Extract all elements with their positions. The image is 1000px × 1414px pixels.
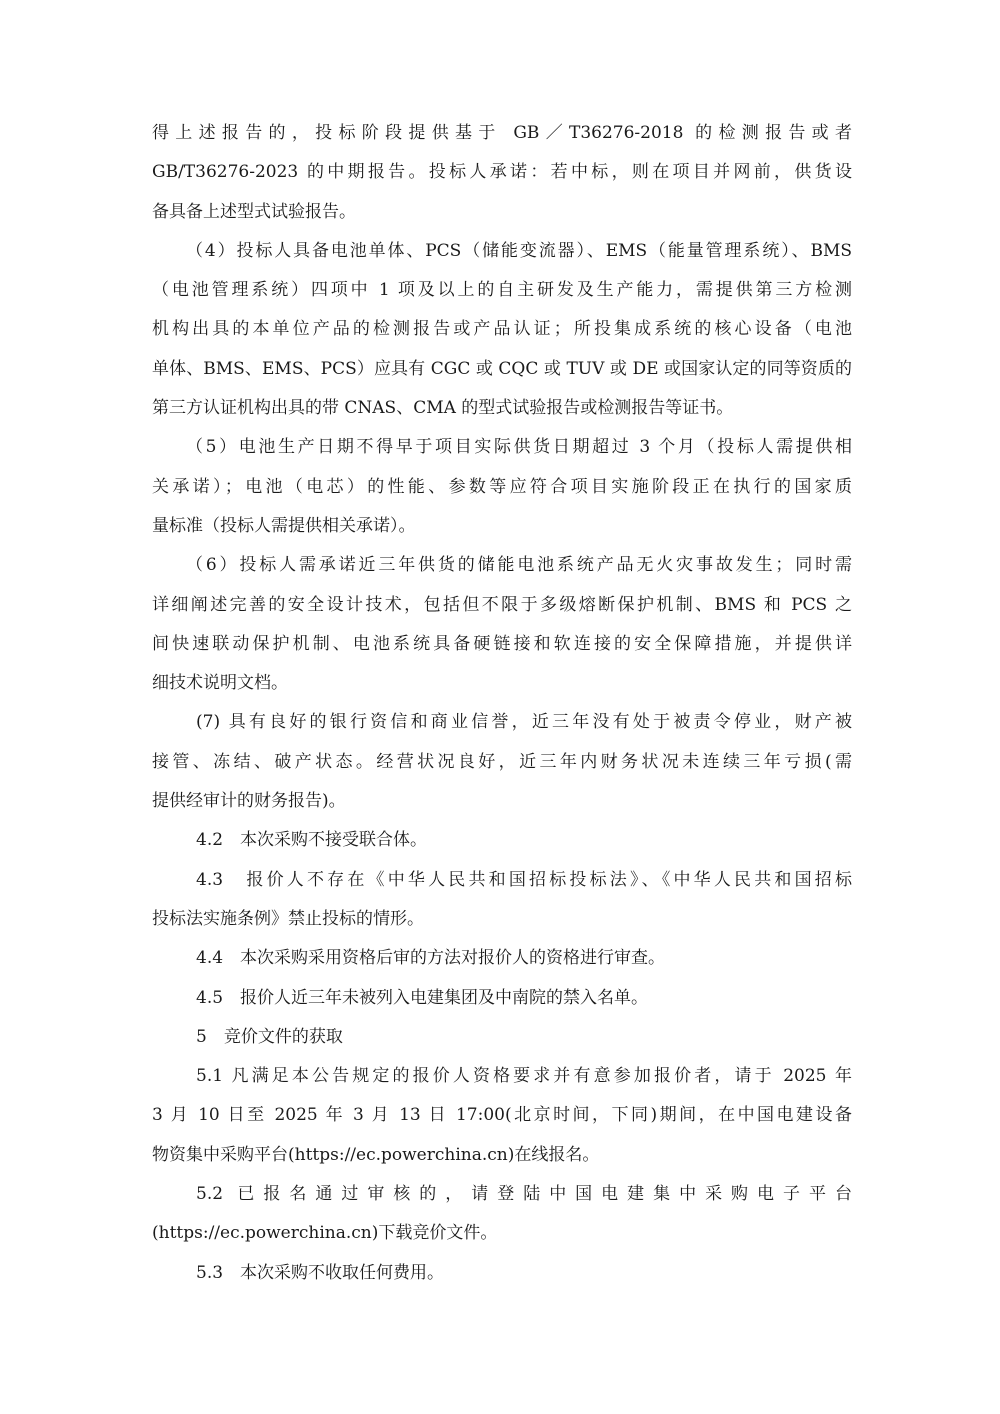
text-line: 5.3 本次采购不收取任何费用。: [196, 1262, 445, 1283]
para-item-4: [152, 232, 852, 428]
text-line: (https://ec.powerchina.cn)下载竞价文件。: [152, 1223, 498, 1244]
text-line: 细技术说明文档。: [152, 673, 288, 694]
para-report-continuation: [152, 114, 852, 232]
text-line: （电池管理系统）四项中 1 项及以上的自主研发及生产能力，需提供第三方检测: [152, 280, 852, 301]
text-line: （6）投标人需承诺近三年供货的储能电池系统产品无火灾事故发生；同时需: [186, 555, 852, 576]
para-item-6: [152, 546, 852, 703]
text-line: 间快速联动保护机制、电池系统具备硬链接和软连接的安全保障措施，并提供详: [152, 633, 852, 654]
para-4-3: [152, 861, 852, 940]
para-4-5: [152, 979, 852, 1018]
text-line: 单体、BMS、EMS、PCS）应具有 CGC 或 CQC 或 TUV 或 DE 或国家认定的同等资质的: [152, 358, 852, 379]
text-line: 4.4 本次采购采用资格后审的方法对报价人的资格进行审查。: [196, 948, 666, 969]
text-line: 接管、冻结、破产状态。经营状况良好，近三年内财务状况未连续三年亏损(需: [152, 751, 852, 772]
text-line: 4.3 报价人不存在《中华人民共和国招标投标法》、《中华人民共和国招标: [196, 869, 852, 890]
para-5-3: [152, 1254, 852, 1293]
para-item-5: [152, 428, 852, 546]
text-line: （4）投标人具备电池单体、PCS（储能变流器）、EMS（能量管理系统）、BMS: [186, 240, 852, 261]
section-5-heading: [152, 1018, 852, 1057]
text-line: 4.2 本次采购不接受联合体。: [196, 830, 428, 851]
text-line: 5.1 凡满足本公告规定的报价人资格要求并有意参加报价者，请于 2025 年: [196, 1066, 852, 1087]
text-line: 物资集中采购平台(https://ec.powerchina.cn)在线报名。: [152, 1144, 600, 1165]
section-heading: 5 竞价文件的获取: [196, 1026, 343, 1047]
para-5-1: [152, 1057, 852, 1175]
text-line: 量标准（投标人需提供相关承诺）。: [152, 515, 416, 536]
para-4-4: [152, 939, 852, 978]
para-4-2: [152, 821, 852, 860]
para-5-2: [152, 1175, 852, 1254]
text-line: (7) 具有良好的银行资信和商业信誉，近三年没有处于被责令停业，财产被: [196, 712, 852, 733]
text-line: 备具备上述型式试验报告。: [152, 201, 356, 222]
text-line: 4.5 报价人近三年未被列入电建集团及中南院的禁入名单。: [196, 987, 649, 1008]
text-line: 机构出具的本单位产品的检测报告或产品认证；所投集成系统的核心设备（电池: [152, 319, 852, 340]
document-page: [152, 114, 852, 1293]
text-line: 提供经审计的财务报告)。: [152, 791, 346, 812]
text-line: 第三方认证机构出具的带 CNAS、CMA 的型式试验报告或检测报告等证书。: [152, 398, 734, 419]
text-line: 关承诺）；电池（电芯）的性能、参数等应符合项目实施阶段正在执行的国家质: [152, 476, 852, 497]
para-item-7: [152, 703, 852, 821]
text-line: （5）电池生产日期不得早于项目实际供货日期超过 3 个月（投标人需提供相: [186, 437, 852, 458]
text-line: 3 月 10 日至 2025 年 3 月 13 日 17:00(北京时间，下同)期间，在中国电建设备: [152, 1105, 852, 1126]
text-line: 投标法实施条例》禁止投标的情形。: [152, 908, 424, 929]
text-line: 详细阐述完善的安全设计技术，包括但不限于多级熔断保护机制、BMS 和 PCS 之: [152, 594, 852, 615]
text-line: 5.2 已报名通过审核的，请登陆中国电建集中采购电子平台: [196, 1184, 852, 1205]
text-line: 得上述报告的，投标阶段提供基于 GB／T36276-2018 的检测报告或者: [152, 123, 852, 143]
text-line: GB/T36276-2023 的中期报告。投标人承诺：若中标，则在项目并网前，供货设: [152, 162, 852, 183]
